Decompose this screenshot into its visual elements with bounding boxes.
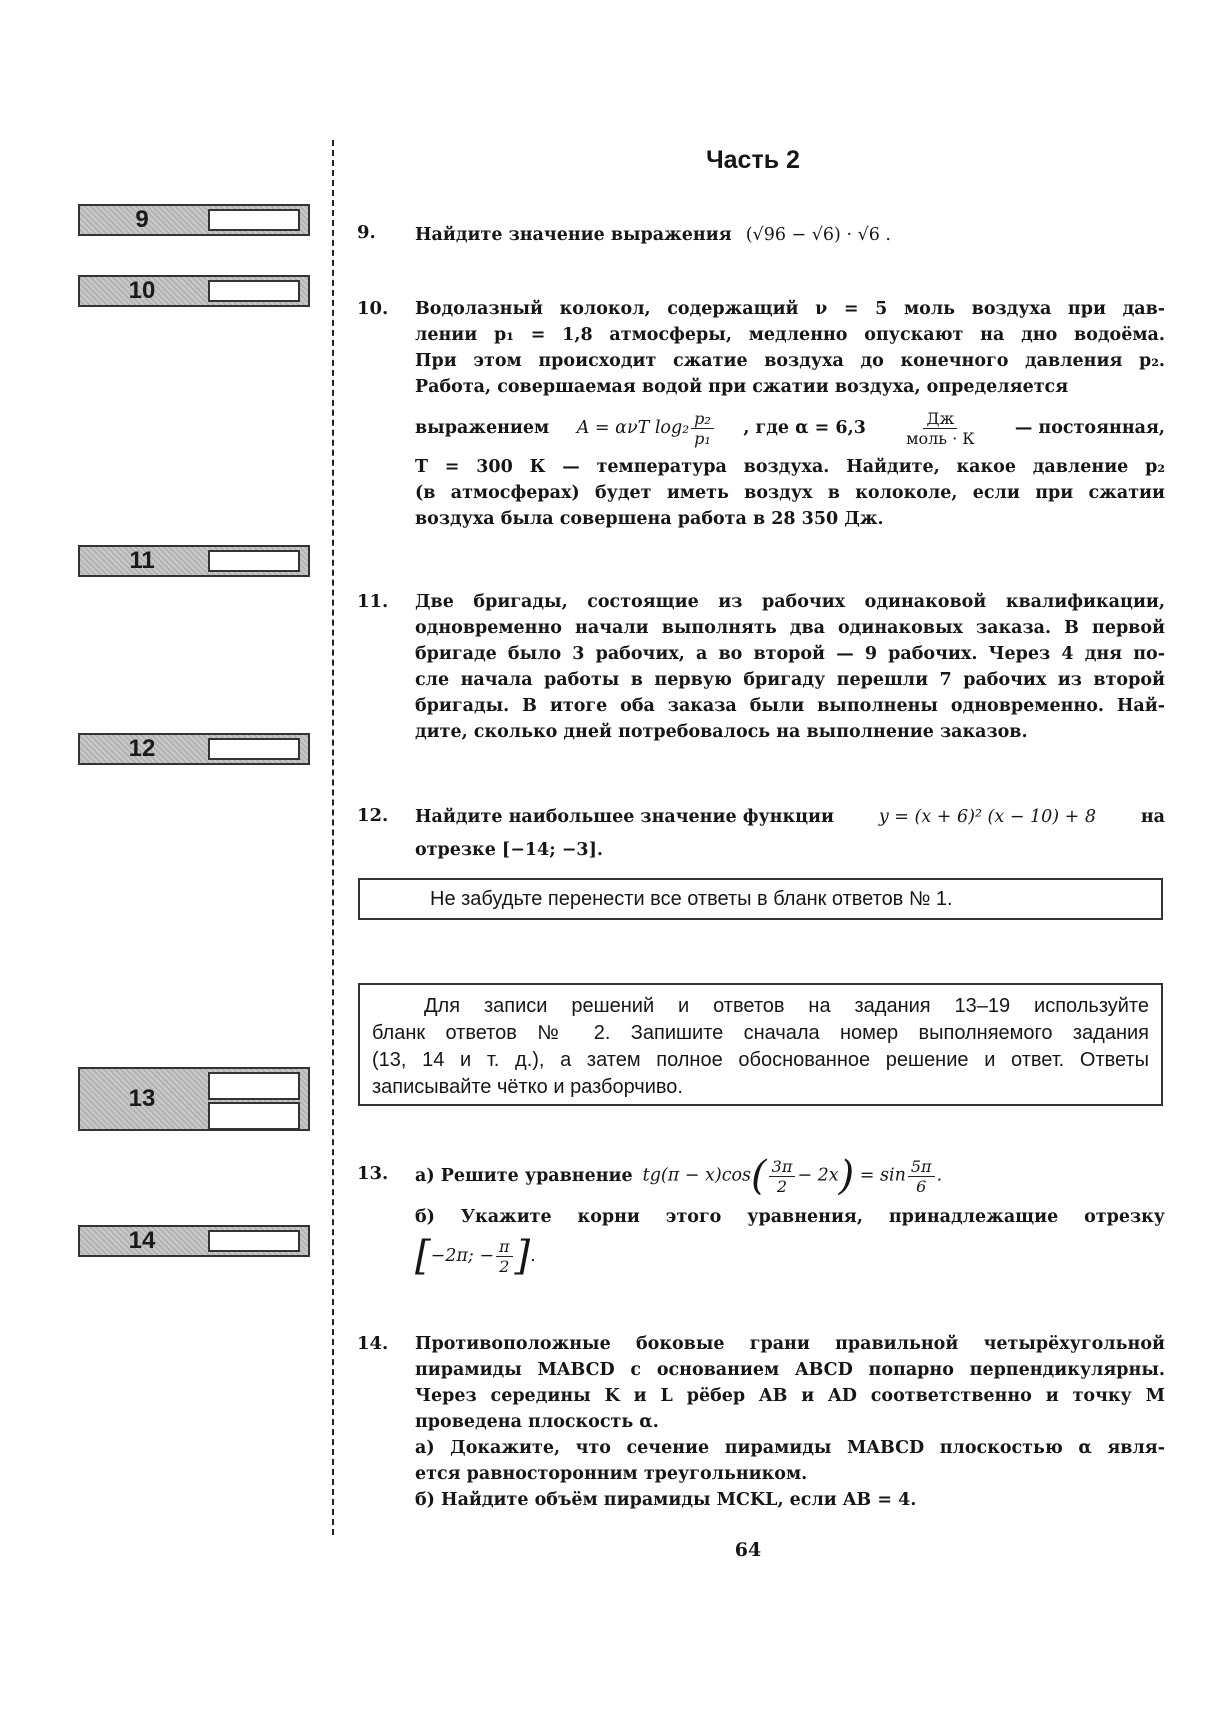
text-line: одновременно начали выполнять два одинаковых заказа. В первой — [415, 618, 1165, 638]
task-14 — [415, 1331, 1165, 1513]
formula-part: −2π; − — [430, 1246, 495, 1266]
text-line: бригаде было 3 рабочих, а во второй — 9 рабочих. Через 4 дня по- — [415, 644, 1165, 664]
units-fraction — [895, 409, 985, 448]
task-number: 14. — [357, 1333, 389, 1354]
task-text — [415, 454, 1165, 532]
answer-field[interactable] — [208, 550, 300, 572]
task-number: 10. — [357, 298, 389, 319]
bracket: [ — [415, 1233, 431, 1279]
text-line: б) Найдите объём пирамиды MCKL, если AB = 4. — [415, 1490, 917, 1510]
text-line: записывайте чётко и разборчиво. — [372, 1076, 683, 1098]
answer-box-label: 14 — [128, 1227, 156, 1254]
formula-mid: , где α = 6,3 — [743, 418, 866, 438]
denominator: 2 — [776, 1176, 788, 1196]
interval — [415, 1230, 1165, 1282]
numerator: 3π — [769, 1157, 796, 1177]
answer-box-label: 11 — [129, 547, 155, 574]
text-line: Водолазный колокол, содержащий ν = 5 моль воздуха при дав- — [415, 299, 1165, 319]
text-line: При этом происходит сжатие воздуха до конечного давления p₂. — [415, 351, 1165, 371]
page-number: 64 — [734, 1539, 762, 1561]
paren: ) — [838, 1153, 855, 1199]
formula — [643, 1153, 942, 1199]
text-line: бланк ответов № 2. Запишите сначала номер выполняемого задания — [372, 1022, 1149, 1044]
task-9 — [415, 218, 1165, 252]
text-line: Противоположные боковые грани правильной четырёхугольной — [415, 1334, 1165, 1354]
formula-part: tg(π − x)cos — [642, 1165, 752, 1186]
task-13 — [415, 1150, 1165, 1282]
task-text: Найдите наибольшее значение функции — [415, 807, 835, 827]
text-line: Две бригады, состоящие из рабочих одинаковой квалификации, — [415, 592, 1165, 612]
fraction — [691, 409, 714, 448]
task-text: отрезке [−14; −3]. — [415, 840, 603, 860]
text-line: проведена плоскость α. — [415, 1412, 659, 1432]
text-line: (в атмосферах) будет иметь воздух в колоколе, если при сжатии — [415, 483, 1165, 503]
numerator: π — [496, 1237, 513, 1257]
task-text — [415, 1331, 1165, 1513]
text-line: (13, 14 и т. д.), а затем полное обоснованное решение и ответ. Ответы — [372, 1049, 1149, 1071]
task-12 — [415, 797, 1165, 863]
answer-box-label: 13 — [128, 1085, 156, 1112]
text-line: Для записи решений и ответов на задания 13–19 используйте — [424, 995, 1149, 1017]
text-line: воздуха была совершена работа в 28 350 Дж. — [415, 509, 884, 529]
answer-box-13 — [78, 1067, 310, 1131]
text-line: дите, сколько дней потребовалось на выполнение заказов. — [415, 722, 1028, 742]
answer-field[interactable] — [208, 209, 300, 231]
denominator: p₁ — [694, 428, 711, 448]
numerator: 5π — [908, 1157, 935, 1177]
numerator: Дж — [923, 409, 957, 429]
answer-field[interactable] — [208, 1230, 300, 1252]
denominator: 2 — [499, 1256, 510, 1276]
answer-box-12 — [78, 733, 310, 765]
text-line: бригады. В итоге оба заказа были выполнены одновременно. Най- — [415, 696, 1165, 716]
formula-line — [415, 404, 1165, 452]
answer-field-b[interactable] — [208, 1102, 300, 1130]
task-10 — [415, 296, 1165, 532]
answer-box-14 — [78, 1225, 310, 1257]
task-number: 13. — [357, 1163, 389, 1184]
formula: (√96 − √6) · √6 . — [745, 225, 891, 245]
task-number: 12. — [357, 805, 389, 826]
instructions-box — [358, 983, 1163, 1106]
text-line: а) Докажите, что сечение пирамиды MABCD плоскостью α явля- — [415, 1438, 1165, 1458]
text-line: лении p₁ = 1,8 атмосферы, медленно опускают на дно водоёма. — [415, 325, 1165, 345]
cut-line-divider — [332, 140, 334, 1535]
formula: y = (x + 6)² (x − 10) + 8 — [878, 807, 1097, 827]
task-number: 9. — [357, 222, 376, 243]
task-text-tail: на — [1140, 807, 1165, 827]
formula-part: − 2x — [797, 1165, 839, 1186]
task-number: 11. — [357, 591, 389, 612]
fraction — [496, 1237, 513, 1276]
text-line: ется равносторонним треугольником. — [415, 1464, 808, 1484]
answer-box-label: 10 — [128, 277, 156, 304]
fraction — [908, 1157, 935, 1196]
fraction — [769, 1157, 796, 1196]
bracket: ] — [514, 1233, 531, 1279]
task-text — [415, 589, 1165, 745]
answer-field[interactable] — [208, 280, 300, 302]
formula-part: = sin — [859, 1165, 906, 1186]
answer-field[interactable] — [208, 738, 300, 760]
formula-part: . — [936, 1165, 943, 1186]
task-11 — [415, 589, 1165, 745]
answer-field-a[interactable] — [208, 1072, 300, 1100]
text-line: Через середины K и L рёбер AB и AD соответственно и точку M — [415, 1386, 1165, 1406]
part-title: Часть 2 — [706, 146, 800, 174]
answer-box-label: 12 — [128, 735, 156, 762]
text-line: пирамиды MABCD с основанием ABCD попарно перпендикулярны. — [415, 1360, 1165, 1380]
task-text: б) Укажите корни этого уравнения, принадлежащие отрезку — [415, 1207, 1165, 1227]
text-line: сле начала работы в первую бригаду перешли 7 рабочих из второй — [415, 670, 1165, 690]
answer-box-label: 9 — [135, 206, 149, 233]
numerator: p₂ — [691, 409, 714, 429]
formula-lead: выражением — [415, 418, 550, 438]
formula — [577, 409, 716, 448]
notice-box: Не забудьте перенести все ответы в бланк ответов № 1. — [358, 878, 1163, 920]
instructions-text — [372, 993, 1149, 1101]
task-text: а) Решите уравнение — [415, 1166, 633, 1186]
answer-box-10 — [78, 275, 310, 307]
denominator: 6 — [916, 1176, 927, 1196]
formula-part: . — [530, 1246, 536, 1266]
text-line: T = 300 К — температура воздуха. Найдите, какое давление p₂ — [415, 457, 1165, 477]
task-text — [415, 296, 1165, 400]
task-text: Найдите значение выражения — [415, 225, 732, 245]
answer-box-9 — [78, 204, 310, 236]
denominator: моль · К — [906, 428, 975, 448]
formula-expr: A = ανT log₂ — [576, 417, 690, 438]
formula-tail: — постоянная, — [1014, 418, 1165, 438]
paren: ( — [751, 1153, 767, 1199]
answer-box-11 — [78, 545, 310, 577]
text-line: Работа, совершаемая водой при сжатии воздуха, определяется — [415, 377, 1069, 397]
